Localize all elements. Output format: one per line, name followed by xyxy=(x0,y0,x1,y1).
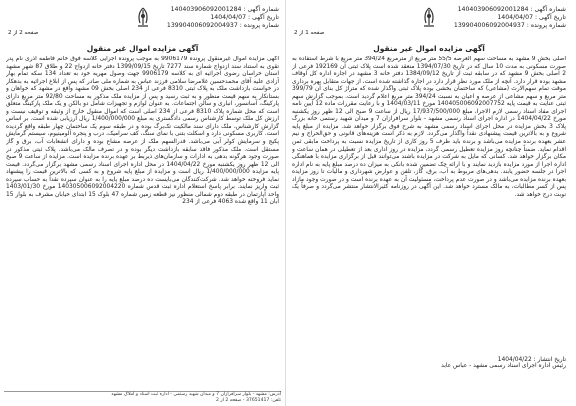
page-header xyxy=(6,4,279,44)
notice-date: تاریخ آگهی : 1404/04/07 xyxy=(497,14,566,21)
page-number: صفحه 2 از 2 xyxy=(8,30,39,36)
notice-number: شماره آگهی : 140403906092001284 xyxy=(170,6,279,13)
footer-address: آدرس: مشهد - بلوار سرافرازان 7 و میدان شهید رستمی - اداره ثبت اسناد و املاک مشهد xyxy=(111,392,281,397)
publication-date: تاریخ انتشار : 1404/04/22 xyxy=(497,357,566,363)
page-footer xyxy=(4,391,281,406)
notice-body xyxy=(6,56,279,382)
notice-date: تاریخ آگهی : 1404/04/07 xyxy=(210,14,279,21)
iran-emblem-icon xyxy=(130,5,156,31)
notice-body xyxy=(292,56,566,356)
case-number: شماره پرونده : 139904006092004937 xyxy=(166,22,279,29)
notice-number: شماره آگهی : 140403906092001284 xyxy=(457,6,566,13)
signature: رئیس اداره اجرای اسناد رسمی مشهد - عباس عابد xyxy=(441,363,566,369)
page-number: صفحه 1 از 2 xyxy=(294,30,325,36)
notice-title: آگهی مزایده اموال غیر منقول xyxy=(86,44,199,53)
notice-title: آگهی مزایده اموال غیر منقول xyxy=(373,44,485,53)
page-2 xyxy=(0,0,286,406)
notice-body-text: آگهی مزایده اموال غیرمنقول پرونده 9906179 به موجب پرونده اجرایی کلاسه فوق خانم فاطمه آذری نام پدر تقوی به استناد سند ازدواج شماره سند 7277 تاریخ 1399/09/15 دفتر خانه ازدواج 22 و طلاق 87 شهر مشهد استان خراسان رضوی اجرائیه ای به کلاسه 9906179 جهت وصول مهریه خود به تعداد 134 سکه تمام بهار آزادی علیه آقای محمدحسین غلامرضا سلامی فرزند عباس به شماره ملی صادر که پس از ابلاغ اجرائیه به بدهکار در خواست بازداشت ملک به پلاک ثبتی 8310 فرعی از 234 اصلی بخش 09 مشهد واقع در مشهد که خواهان و بستانکار به سهم قیمت منظور و به ثبت رسید و پس از مزایده ملک مذکور به مساحت 92/80 متر مربع دارای پارکینگ، آسانسور، انباری و سالن اجتماعات. به عنوان لوازم و تجهیزات شامل دو بالکن و یک ملک پارکینگ متعلق است که محل شماره پلاک 8310 فرعی از 234 اصلی است که اموال منقول خارج از وثیقه و توقیف نیست و ارزش کل ملک توسط کارشناس رسمی دادگستری به مبلغ 1/400/000/000 ریال ارزیابی شده است. بر اساس گزارش کارشناس، ملک دارای سند مالکیت تک‌برگ بوده و در طبقه سوم یک ساختمان چهار طبقه واقع گردیده است. کاربری مسکونی دارد و اسکلت بتنی با نمای سنگ، کف سرامیک، درب و پنجره آلومینیوم، سیستم گرمایش پکیج و سرمایش کولر آبی می‌باشد. قدرالسهم ملک از عرصه مشاع بوده و دارای انشعابات آب، برق و گاز مستقل است. ملک مذکور فاقد سابقه بازداشت دیگر بوده و در تصرف مالک می‌باشد. پلاک ثبتی مذکور در صورت وجود هرگونه بدهی به ادارات و سازمان‌های ذیربط بر عهده برنده مزایده است. مزایده از ساعت 9 صبح الی 12 ظهر روز یکشنبه مورخ 1404/04/22 در محل اداره اجرای اسناد رسمی مشهد برگزار می‌گردد. قیمت پایه مزایده 1/400/000/000 ریال است و مزایده از مبلغ پایه شروع و به کسی که بالاترین قیمت را پیشنهاد نماید فروخته خواهد شد. شرکت‌کنندگان می‌بایست ده درصد مبلغ پایه را به عنوان سپرده نقداً به حساب سپرده ثبت واریز نمایند. برابر پاسخ استعلام اداره ثبت قدس شماره 140305006092004220 مورخ 1403/01/30 واحد آپارتمان در طبقه دوم شمالی منظور نیز قطعه زمین شماره 47 بلوک 15 ابتدای خیابان مشرف به بلوار 15 آبان 11 واقع شده 4063 فرعی از 234 xyxy=(6,56,279,206)
notice-body-text: اصلی بخش 9 مشهد به مساحت سهم العرصه 55/5 متر مربع از مترمربع 394/24 متر مربع با شرط استفاده به صورت مسکونی به مدت 10 سال که در تاریخ 1394/07/30 منعقد شده است پلاک ثبتی آن 192169 فرعی از 2 اصلی بخش 9 مشهد که در سابقه ثبت از تاریخ 1384/09/12 دفتر خانه 3 مشهد در اجاره اداره کل اوقاف مشهد بوده قرار دارد. آنچه از ملک مورد نظر قرار دارد در اجاره گذاشته شده است، از جهات متقابل بهره برداری موقت تمام سهم‌الارث (مشاعی) که ساختمان بخشی بوده پلاک ثبتی واگذار شده که متراژ کل بنای آن 399/79 متر مربع و سهم مشاعی از عرصه و اعیان به نسبت 394/24 متر مربع اعلام گردید است. بموجب گزارش سهم ثبتی عنایت به قیمت پایه 140405006092007752 مورخ 1404/03/11 و با رعایت مقررات ماده 12 آیین نامه اجرای مفاد اسناد رسمی لازم الاجرا، مبلغ 17/937/500/000 ریال از ساعت 9 صبح الی 12 ظهر روز یکشنبه مورخ 1404/04/22 در اداره اجرای اسناد رسمی مشهد - بلوار سرافرازان 7 و میدان شهید رستمی خانه بزرگ پلاک 3 بخش مزایده در محل اجرای اسناد رسمی مشهد به شرح فوق برگزار خواهد شد. مزایده از مبلغ پایه شروع و به بالاترین قیمت پیشنهادی نقداً واگذار می‌گردد. لازم به ذکر است هزینه‌های قانونی و حق‌الحراج و نیم عشر بعهده برنده مزایده می‌باشد و برنده باید ظرف 5 روز کاری از تاریخ مزایده نسبت به پرداخت مابقی ثمن اقدام نماید. ضمناً چنانچه روز مزایده تعطیل رسمی گردد، مزایده در روز اداری بعد از تعطیلی در همان ساعت و مکان برگزار خواهد شد. کسانی که مایل به شرکت در مزایده باشند می‌توانند قبل از برگزاری مزایده با هماهنگی اداره اجرا از مورد مزایده بازدید نمایند و با ارائه چک تضمین شده بانکی به میزان ده درصد مبلغ پایه به نام اداره اجرا در جلسه حضور یابند. بدهی‌های مربوط به آب، برق، گاز، تلفن و عوارض شهرداری و مالیات تا روز مزایده بعهده برنده مزایده می‌باشد و در صورت عدم پرداخت، مسئولیت آن به عهده برنده است و در صورت وجود مازاد پس از کسر مطالبات، به مالک مسترد خواهد شد. این آگهی در روزنامه کثیرالانتشار منتشر می‌گردد و صرفاً یک نوبت درج خواهد شد. xyxy=(292,56,566,198)
case-number: شماره پرونده : 139904006092004937 xyxy=(453,22,566,29)
footer-phone: تلفن: 37651417 - صفحه 2 از 2 xyxy=(215,398,281,403)
page-1 xyxy=(286,0,572,406)
iran-emblem-icon xyxy=(416,5,442,31)
notice-meta xyxy=(167,6,279,30)
notice-meta xyxy=(454,6,566,30)
page-header xyxy=(292,4,566,44)
